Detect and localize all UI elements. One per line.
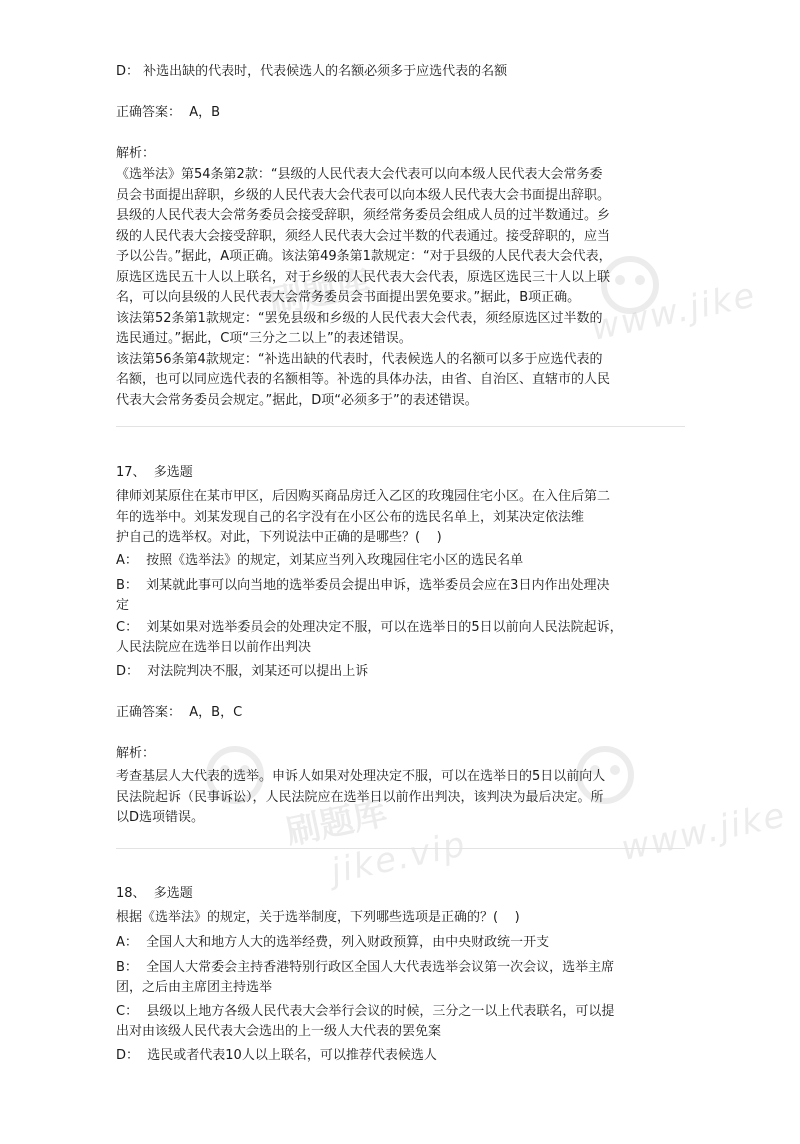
analysis-line: 该法第52条第1款规定：“罢免县级和乡级的人民代表大会代表，须经原选区过半数的 — [116, 310, 603, 326]
option-b-text-cont: 定 — [116, 598, 130, 613]
option-a-text: A： 全国人大和地方人大的选举经费，列入财政预算，由中央财政统一开支 — [116, 935, 550, 950]
question-header: 17、 多选题 — [116, 465, 193, 480]
option-c-text-cont: 出对由该级人民代表大会选出的上一级人大代表的罢免案 — [116, 1024, 442, 1039]
analysis-line: 员会书面提出辞职，乡级的人民代表大会代表可以向本级人民代表大会书面提出辞职。 — [116, 187, 611, 203]
analysis-line: 予以公告。”据此，A项正确。该法第49条第1款规定：“对于县级的人民代表大会代表， — [116, 249, 612, 264]
watermark-cn-1: 刷题库 — [265, 262, 374, 324]
correct-answer: 正确答案： A，B — [116, 105, 221, 120]
analysis-label: 解析： — [116, 746, 156, 761]
stem-line: 根据《选举法》的规定，关于选举制度，下列哪些选项是正确的？( ) — [116, 910, 520, 925]
q16-option-d — [116, 62, 688, 82]
q17-analysis-label — [116, 744, 688, 765]
analysis-line: 名，可以向县级的人民代表大会常务委员会书面提出罢免要求。”据此，B项正确。 — [116, 290, 581, 305]
q16-answer — [116, 103, 688, 124]
option-b-text-cont: 团，之后由主席团主持选举 — [116, 980, 273, 995]
watermark-site-1: www.jike — [587, 275, 760, 349]
q17-header — [116, 463, 688, 484]
analysis-line: 选民通过。”据此，C项“三分之二以上”的表述错误。 — [116, 331, 412, 346]
q17-option-a — [116, 551, 688, 571]
q18-header — [116, 884, 688, 905]
analysis-line: 名额，也可以同应选代表的名额相等。补选的具体办法，由省、自治区、直辖市的人民 — [116, 372, 611, 387]
q17-analysis — [116, 767, 688, 829]
q18-stem — [116, 908, 688, 929]
option-b-text: B： 全国人大常委会主持香港特别行政区全国人大代表选举会议第一次会议，选举主席 — [116, 960, 615, 975]
stem-line: 护自己的选举权。对此，下列说法中正确的是哪些？( ) — [116, 530, 442, 545]
question-header: 18、 多选题 — [116, 886, 193, 901]
option-b-text: B： 刘某就此事可以向当地的选举委员会提出申诉，选举委员会应在3日内作出处理决 — [116, 578, 610, 593]
q18-option-d — [116, 1046, 688, 1066]
q16-analysis-label — [116, 144, 688, 165]
q17-option-d — [116, 662, 688, 682]
option-d-text: D： 选民或者代表10人以上联名，可以推荐代表候选人 — [116, 1048, 437, 1063]
q17-option-c — [116, 618, 688, 658]
section-divider — [116, 426, 685, 427]
analysis-line: 该法第56条第4款规定：“补选出缺的代表时，代表候选人的名额可以多于应选代表的 — [116, 351, 603, 367]
analysis-line: 以D选项错误。 — [116, 810, 205, 825]
correct-answer: 正确答案： A，B，C — [116, 705, 243, 720]
watermark-cn-2: 刷题库 — [282, 792, 391, 854]
q18-option-a — [116, 933, 688, 953]
option-d-text: D： 对法院判决不服，刘某还可以提出上诉 — [116, 664, 369, 679]
q18-option-c — [116, 1002, 688, 1042]
stem-line: 律师刘某原住在某市甲区，后因购买商品房迁入乙区的玫瑰园住宅小区。在入住后第二 — [116, 489, 611, 504]
watermark-site-3: www.jike — [617, 795, 790, 869]
analysis-label: 解析： — [116, 146, 156, 161]
analysis-line: 级的人民代表大会接受辞职，须经人民代表大会过半数的代表通过。接受辞职的，应当 — [116, 228, 611, 244]
watermark-site-2: jike.vip — [327, 824, 471, 892]
option-c-text: C： 刘某如果对选举委员会的处理决定不服，可以在选举日的5日以前向人民法院起诉， — [116, 620, 623, 635]
section-divider — [116, 848, 685, 849]
option-d-text: D： 补选出缺的代表时，代表候选人的名额必须多于应选代表的名额 — [116, 64, 508, 79]
analysis-line: 原选区选民五十人以上联名，对于乡级的人民代表大会代表，原选区选民三十人以上联 — [116, 269, 611, 285]
q17-stem — [116, 487, 688, 549]
option-a-text: A： 按照《选举法》的规定，刘某应当列入玫瑰园住宅小区的选民名单 — [116, 553, 524, 568]
analysis-line: 《选举法》第54条第2款：“县级的人民代表大会代表可以向本级人民代表大会常务委 — [116, 167, 603, 182]
q17-answer — [116, 703, 688, 724]
option-c-text: C： 县级以上地方各级人民代表大会举行会议的时候，三分之一以上代表联名，可以提 — [116, 1004, 615, 1019]
stem-line: 年的选举中。刘某发现自己的名字没有在小区公布的选民名单上，刘某决定依法维 — [116, 509, 585, 525]
option-c-text-cont: 人民法院应在选举日以前作出判决 — [116, 640, 312, 655]
q16-analysis — [116, 165, 688, 411]
q18-option-b — [116, 958, 688, 998]
analysis-line: 县级的人民代表大会常务委员会接受辞职，须经常务委员会组成人员的过半数通过。乡 — [116, 208, 611, 223]
analysis-line: 民法院起诉（民事诉讼），人民法院应在选举日以前作出判决，该判决为最后决定。所 — [116, 789, 604, 805]
q17-option-b — [116, 576, 688, 616]
analysis-line: 考查基层人大代表的选举。申诉人如果对处理决定不服，可以在选举日的5日以前向人 — [116, 769, 606, 784]
analysis-line: 代表大会常务委员会规定。”据此，D项“必须多于”的表述错误。 — [116, 392, 478, 408]
